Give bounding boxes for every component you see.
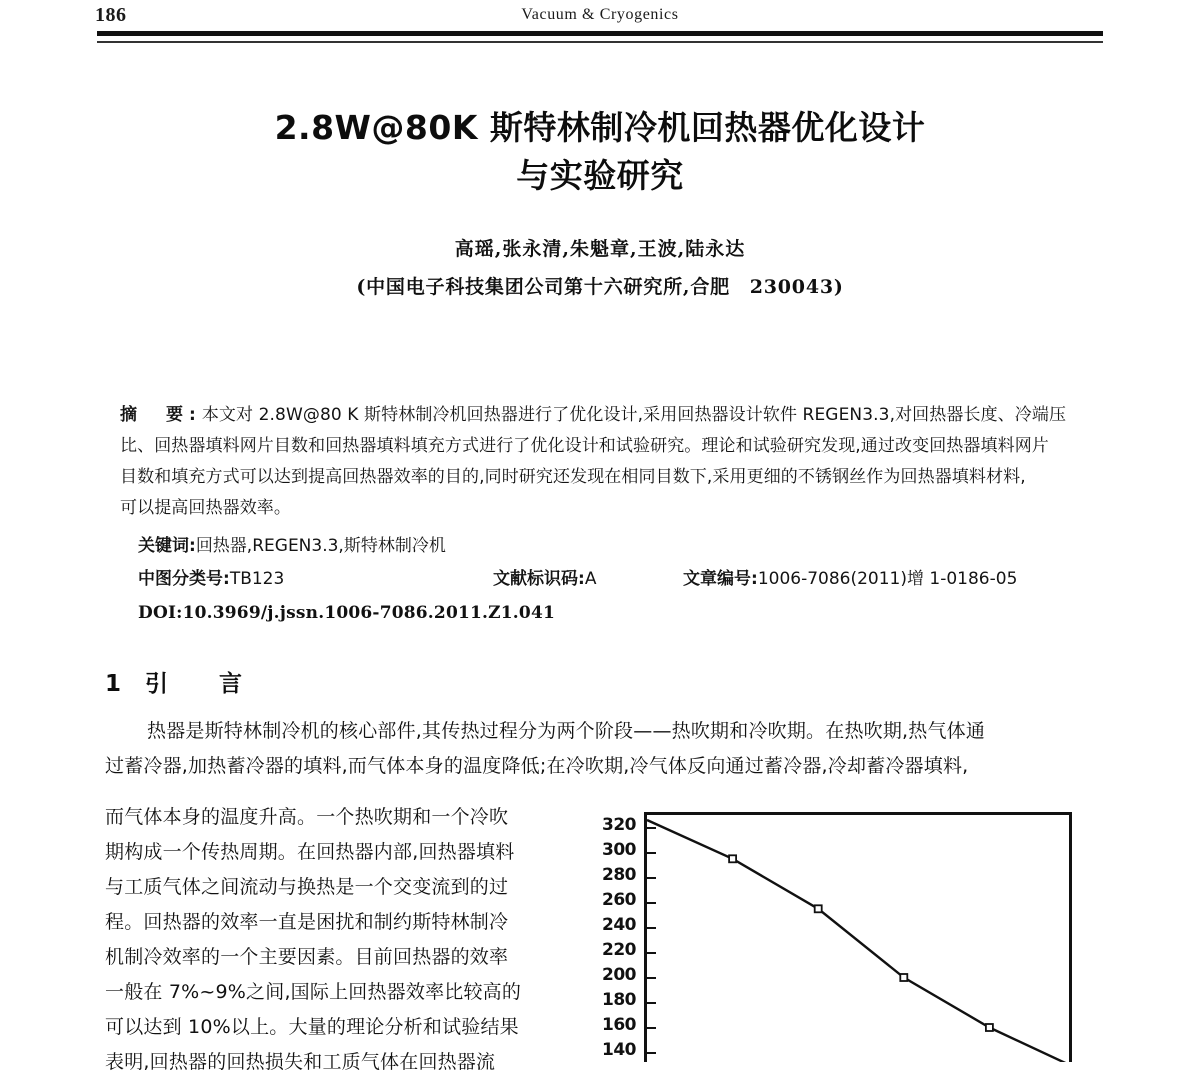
affiliation: (中国电子科技集团公司第十六研究所,合肥 230043)	[356, 276, 844, 298]
articleno-label: 文章编号:	[683, 569, 758, 589]
article-metadata	[138, 530, 1098, 630]
body-line: 期构成一个传热周期。在回热器内部,回热器填料	[105, 841, 515, 863]
clc-value: TB123	[229, 569, 285, 589]
body-line: 可以达到 10%以上。大量的理论分析和试验结果	[105, 1016, 519, 1038]
chart-y-tick-mark	[647, 1027, 656, 1029]
body-line: 一般在 7%~9%之间,国际上回热器效率比较高的	[105, 981, 522, 1003]
classification-line	[138, 563, 1098, 596]
chart-y-tick-label: 220	[602, 939, 636, 960]
header-rule-thin	[97, 41, 1103, 43]
figure-chart	[596, 812, 1076, 1062]
clc-group	[138, 563, 284, 596]
chart-y-tick-mark	[647, 852, 656, 854]
chart-data-point	[815, 905, 822, 912]
keywords-line	[138, 530, 1098, 563]
body-line: 与工质气体之间流动与换热是一个交变流到的过	[105, 876, 509, 898]
abstract-line-3: 目数和填充方式可以达到提高回热器效率的目的,同时研究还发现在相同目数下,采用更细的不锈钢丝作为回热器填料材料,	[120, 467, 1026, 487]
chart-y-tick-label: 300	[602, 839, 636, 860]
chart-y-tick-label: 320	[602, 814, 636, 835]
chart-y-tick-mark	[647, 902, 656, 904]
chart-data-point	[729, 855, 736, 862]
header-rule-thick	[97, 31, 1103, 36]
doi-line: DOI:10.3969/j.jssn.1006-7086.2011.Z1.041	[138, 603, 555, 623]
body-text-left-column	[105, 800, 585, 1080]
chart-y-axis	[596, 812, 644, 1062]
article-title-line-1: 2.8W@80K 斯特林制冷机回热器优化设计	[274, 108, 926, 147]
chart-y-tick-label: 260	[602, 889, 636, 910]
chart-y-tick-label: 160	[602, 1014, 636, 1035]
chart-y-tick-label: 280	[602, 864, 636, 885]
author-list: 高瑶,张永清,朱魁章,王波,陆永达	[454, 238, 746, 260]
chart-y-tick-label: 140	[602, 1039, 636, 1060]
chart-data-point	[900, 974, 907, 981]
keywords-group	[138, 530, 446, 563]
abstract-line-1	[120, 400, 1092, 431]
section-title: 引 言	[145, 671, 257, 697]
chart-data-point	[986, 1024, 993, 1031]
chart-y-tick-label: 240	[602, 914, 636, 935]
chart-series-svg	[647, 815, 1072, 1062]
abstract-line-2: 比、回热器填料网片目数和回热器填料填充方式进行了优化设计和试验研究。理论和试验研究发现,通过改变回热器填料网片	[120, 436, 1049, 456]
body-line: 热器是斯特林制冷机的核心部件,其传热过程分为两个阶段——热吹期和冷吹期。在热吹期,热气体通	[147, 720, 986, 742]
keywords-value: 回热器,REGEN3.3,斯特林制冷机	[195, 536, 446, 556]
body-text-full-width	[105, 714, 1105, 784]
chart-y-tick-label: 180	[602, 989, 636, 1010]
abstract-line-4: 可以提高回热器效率。	[120, 498, 291, 518]
doccode-value: A	[584, 569, 597, 589]
body-line: 机制冷效率的一个主要因素。目前回热器的效率	[105, 946, 509, 968]
body-line: 程。回热器的效率一直是困扰和制约斯特林制冷	[105, 911, 509, 933]
running-head	[95, 4, 1105, 28]
abstract-text-1: 本文对 2.8W@80 K 斯特林制冷机回热器进行了优化设计,采用回热器设计软件 REGEN3.3,对回热器长度、冷端压	[201, 405, 1067, 425]
article-title	[140, 104, 1060, 200]
body-line: 过蓄冷器,加热蓄冷器的填料,而气体本身的温度降低;在冷吹期,冷气体反向通过蓄冷器,冷却蓄冷器填料,	[105, 755, 969, 777]
section-heading-1	[105, 665, 256, 698]
page-number: 186	[95, 4, 127, 26]
article-title-line-2: 与实验研究	[516, 156, 684, 195]
abstract-label: 摘 要:	[120, 405, 202, 425]
journal-name: Vacuum & Cryogenics	[521, 6, 679, 23]
chart-y-tick-mark	[647, 977, 656, 979]
chart-y-tick-mark	[647, 877, 656, 879]
chart-y-tick-mark	[647, 1002, 656, 1004]
doccode-label: 文献标识码:	[493, 569, 585, 589]
section-number: 1	[105, 671, 124, 697]
chart-y-tick-mark	[647, 952, 656, 954]
keywords-label: 关键词:	[138, 536, 196, 556]
abstract	[120, 400, 1092, 524]
articleno-value: 1006-7086(2011)增 1-0186-05	[757, 569, 1018, 589]
byline	[140, 234, 1060, 304]
doccode-group	[493, 563, 596, 596]
chart-plot-area	[644, 812, 1072, 1062]
chart-y-tick-label: 200	[602, 964, 636, 985]
body-line: 表明,回热器的回热损失和工质气体在回热器流	[105, 1051, 496, 1073]
chart-y-tick-mark	[647, 827, 656, 829]
body-line: 而气体本身的温度升高。一个热吹期和一个冷吹	[105, 806, 509, 828]
chart-y-tick-mark	[647, 927, 656, 929]
clc-label: 中图分类号:	[138, 569, 230, 589]
articleno-group	[683, 563, 1017, 596]
